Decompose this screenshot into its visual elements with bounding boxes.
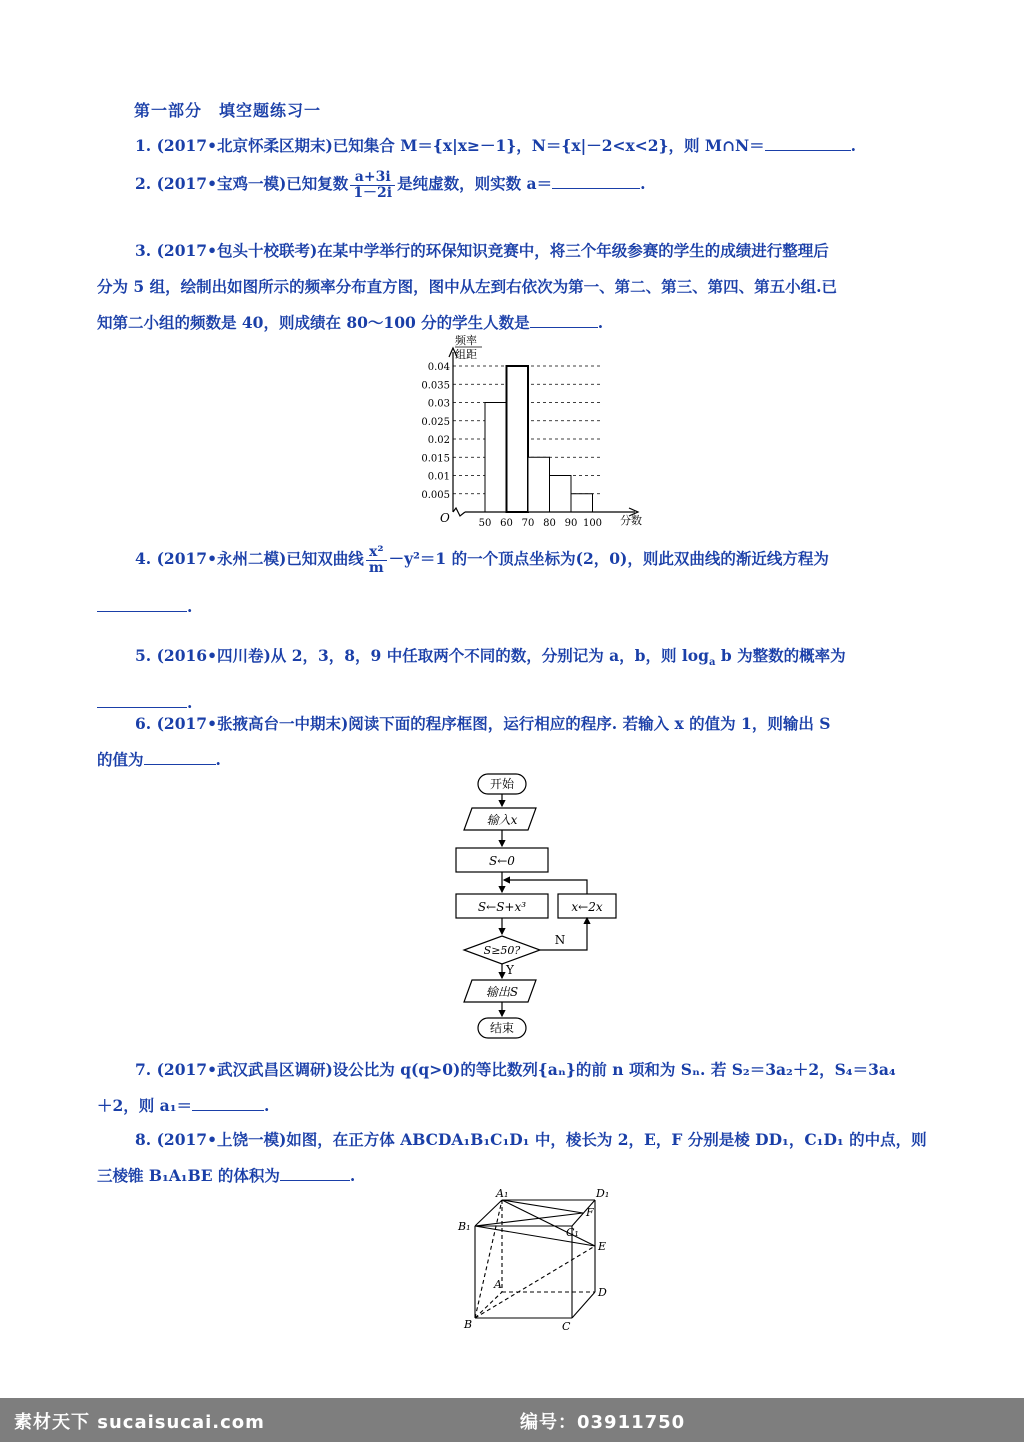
y-axis-label-bottom: 组距 <box>455 348 477 361</box>
origin-label: O <box>440 511 450 525</box>
answer-blank[interactable] <box>280 1166 350 1181</box>
x-tick-label: 60 <box>500 518 513 529</box>
vertex-A: A <box>494 1278 502 1291</box>
frequency-histogram <box>410 330 660 530</box>
question-3: 3. (2017•包头十校联考)在某中学举行的环保知识竞赛中，将三个年级参赛的学生的成绩进行整理后 分为 5 组，绘制出如图所示的频率分布直方图，图中从左到右依次为第一、第二、第三、第四、第五小组.已 知第二小组的频数是 40，则成绩在 80～100 分的学生人数是 . <box>97 241 837 332</box>
histogram-bar-50-60 <box>485 403 507 513</box>
point-E: E <box>598 1240 607 1253</box>
no-label: N <box>554 933 566 947</box>
fraction: $\frac{\text{x²}}{m}$ <box>366 545 387 575</box>
input-label: 输入x <box>486 813 518 827</box>
question-5: 5. (2016•四川卷)从 2，3，8，9 中任取两个不同的数，分别记为 a，b，则 $\log_a b$ 为整数的概率为 . <box>97 636 937 723</box>
question-7: 7. (2017•武汉武昌区调研)设公比为 q(q>0)的等比数列{aₙ}的前 n 项和为 Sₙ. 若 S₂＝3a₂＋2，S₄＝3a₄ ＋2，则 a₁＝ . <box>97 1060 896 1115</box>
yes-label: Y <box>506 963 514 977</box>
answer-blank[interactable] <box>144 750 216 765</box>
question-8: 8. (2017•上饶一模)如图，在正方体 ABCDA₁B₁C₁D₁ 中，棱长为 2，E，F 分别是棱 DD₁，C₁D₁ 的中点，则 三棱锥 B₁A₁BE 的体积为 . <box>97 1130 927 1185</box>
y-tick-label: 0.035 <box>421 380 450 392</box>
answer-blank[interactable] <box>97 597 187 612</box>
double-label: x←2x <box>571 900 603 914</box>
vertex-B1: B₁ <box>458 1220 471 1233</box>
y-axis-label-top: 频率 <box>455 334 477 347</box>
y-tick-label: 0.03 <box>427 398 450 410</box>
watermark-site: 素材天下 sucaisucai.com <box>14 1412 265 1433</box>
question-1: 1. (2017•北京怀柔区期末)已知集合 M＝{x|x≥－1}，N＝{x|－2<x<2}，则 M∩N＝ . <box>135 136 857 155</box>
y-tick-label: 0.04 <box>427 362 450 373</box>
question-2: 2. (2017•宝鸡一模)已知复数 $\frac{a+3i}{1-2i}$ 是纯虚数，则实数 a＝ . <box>135 169 646 201</box>
vertex-C1: C₁ <box>566 1226 579 1239</box>
answer-blank[interactable] <box>765 136 851 151</box>
question-6: 6. (2017•张掖高台一中期末)阅读下面的程序框图，运行相应的程序. 若输入 x 的值为 1，则输出 S 的值为 . <box>97 714 831 769</box>
y-tick-label: 0.025 <box>421 416 450 428</box>
y-tick-label: 0.005 <box>421 489 450 501</box>
end-label: 结束 <box>489 1021 515 1035</box>
y-tick-label: 0.02 <box>427 435 450 446</box>
watermark-bar <box>0 1398 1024 1442</box>
x-tick-label: 100 <box>582 518 603 529</box>
x-tick-label: 90 <box>564 518 578 529</box>
section-title: 第一部分 填空题练习一 <box>134 101 322 120</box>
point-F: F <box>586 1206 594 1219</box>
answer-blank[interactable] <box>192 1096 264 1111</box>
vertex-A1: A₁ <box>496 1188 509 1200</box>
histogram-bar-90-100 <box>571 494 593 512</box>
vertex-C: C <box>562 1320 571 1333</box>
x-tick-label: 70 <box>521 518 535 529</box>
x-tick-label: 80 <box>543 518 556 529</box>
update-label: S←S+x³ <box>477 900 527 914</box>
vertex-D1: D₁ <box>596 1188 610 1200</box>
question-4: 4. (2017•永州二模)已知双曲线 $\frac{\text{x²}}{m}$ －y²＝1 的一个顶点坐标为(2，0)，则此双曲线的渐近线方程为 . <box>97 545 937 616</box>
y-tick-label: 0.015 <box>421 453 450 465</box>
fraction: $\frac{a+3i}{1-2i}$ <box>350 170 395 200</box>
answer-blank[interactable] <box>530 313 598 328</box>
x-axis-label: 分数 <box>620 514 642 527</box>
histogram-bar-80-90 <box>550 476 572 513</box>
watermark-id: 编号：03911750 <box>520 1412 686 1433</box>
answer-blank[interactable] <box>552 174 640 189</box>
condition-label: S≥50? <box>483 944 521 957</box>
vertex-B: B <box>464 1318 473 1331</box>
init-label: S←0 <box>489 854 515 868</box>
vertex-D: D <box>598 1286 607 1299</box>
x-tick-label: 50 <box>478 518 492 529</box>
cube-figure <box>450 1188 630 1368</box>
output-label: 输出S <box>485 985 519 999</box>
histogram-bar-60-70 <box>507 366 529 512</box>
histogram-bar-70-80 <box>528 457 550 512</box>
start-label: 开始 <box>489 777 515 791</box>
y-tick-label: 0.01 <box>427 471 450 483</box>
program-flowchart <box>440 768 630 1043</box>
